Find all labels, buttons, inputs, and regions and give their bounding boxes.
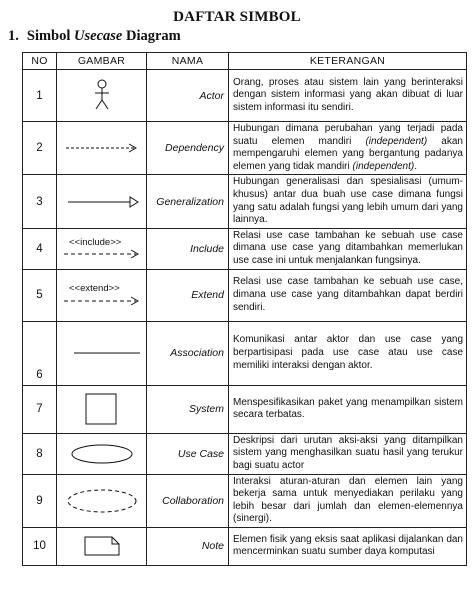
col-header-nama: NAMA [147, 53, 229, 70]
symbol-name: Note [147, 527, 229, 565]
extend-label: <<extend>> [69, 282, 120, 294]
symbol-description: Interaksi aturan-aturan dan elemen lain yang bekerja sama untuk menyediakan perilaku yang lebih besar dari jumlah dan elemen-elemennya (sinergi). [229, 474, 467, 527]
table-row [23, 474, 467, 527]
table-row [23, 269, 467, 321]
row-number: 8 [23, 433, 57, 474]
table-row [23, 321, 467, 385]
table-row [23, 385, 467, 433]
symbol-name: Collaboration [147, 474, 229, 527]
symbol-description: Relasi use case tambahan ke sebuah use case dimana use case yang ditambahkan memerlukan use case ini untuk menjalankan fungsinya. [229, 228, 467, 269]
heading-text: Simbol [26, 28, 75, 44]
generalization-symbol [57, 175, 147, 228]
table-row [23, 228, 467, 269]
heading-text-2: Diagram [122, 28, 181, 44]
note-icon [82, 535, 122, 557]
symbol-name: Include [147, 228, 229, 269]
actor-symbol [57, 70, 147, 122]
association-symbol [57, 321, 147, 385]
extend-symbol [57, 269, 147, 321]
include-label: <<include>> [69, 237, 122, 249]
actor-icon [87, 78, 117, 114]
symbol-name: System [147, 385, 229, 433]
row-number: 9 [23, 474, 57, 527]
symbol-name: Use Case [147, 433, 229, 474]
symbol-name: Actor [147, 70, 229, 122]
symbol-name: Generalization [147, 175, 229, 228]
symbol-description: Hubungan generalisasi dan spesialisasi (umum-khusus) antar dua buah use case dimana fungsi yang satu adalah fungsi yang lebih umum dari yang lainnya. [229, 175, 467, 228]
include-symbol [57, 228, 147, 269]
dashed-arrow-icon [60, 294, 144, 308]
use-case-symbol [57, 433, 147, 474]
collaboration-symbol [57, 474, 147, 527]
symbol-table [22, 52, 467, 566]
symbol-description: Menspesifikasikan paket yang menampilkan sistem secara terbatas. [229, 385, 467, 433]
note-symbol [57, 527, 147, 565]
col-header-no: NO [23, 53, 57, 70]
dashed-arrow-icon [62, 142, 142, 154]
row-number: 1 [23, 70, 57, 122]
hollow-arrow-icon [62, 195, 142, 209]
symbol-description: Orang, proses atau sistem lain yang berinteraksi dengan sistem informasi yang akan dibuat di luar sistem informasi itu sendiri. [229, 70, 467, 122]
row-number: 5 [23, 269, 57, 321]
row-number: 6 [23, 321, 57, 385]
dependency-symbol [57, 122, 147, 175]
table-row [23, 175, 467, 228]
table-row [23, 122, 467, 175]
row-number: 3 [23, 175, 57, 228]
table-header-row [23, 53, 467, 70]
section-heading [8, 28, 181, 45]
symbol-description: Komunikasi antar aktor dan use case yang berpartisipasi pada use case atau use case memiliki interaksi dengan aktor. [229, 321, 467, 385]
col-header-gambar: GAMBAR [57, 53, 147, 70]
system-symbol [57, 385, 147, 433]
symbol-description: Deskripsi dari urutan aksi-aksi yang ditampilkan sistem yang menghasilkan suatu hasil yang terukur bagi suatu actor [229, 433, 467, 474]
solid-line-icon [62, 348, 142, 358]
row-number: 7 [23, 385, 57, 433]
dashed-ellipse-icon [62, 487, 142, 515]
ellipse-icon [66, 442, 138, 466]
symbol-description: Relasi use case tambahan ke sebuah use case, dimana use case yang ditambahkan dapat berdiri sendiri. [229, 269, 467, 321]
heading-italic: Usecase [74, 28, 123, 44]
symbol-description: Hubungan dimana perubahan yang terjadi pada suatu elemen mandiri (independent) akan mempengaruhi elemen yang bergantung padanya elemen yang tidak mandiri (independent). [229, 122, 467, 175]
system-box-icon [82, 392, 122, 426]
col-header-keterangan: KETERANGAN [229, 53, 467, 70]
row-number: 4 [23, 228, 57, 269]
dashed-arrow-icon [60, 248, 144, 260]
symbol-name: Association [147, 321, 229, 385]
section-number: 1. [8, 28, 19, 44]
symbol-name: Extend [147, 269, 229, 321]
row-number: 2 [23, 122, 57, 175]
row-number: 10 [23, 527, 57, 565]
symbol-name: Dependency [147, 122, 229, 175]
page-title: DAFTAR SIMBOL [173, 9, 301, 25]
table-row [23, 70, 467, 122]
table-row [23, 527, 467, 565]
table-row [23, 433, 467, 474]
symbol-description: Elemen fisik yang eksis saat aplikasi dijalankan dan mencerminkan suatu sumber daya komputasi [229, 527, 467, 565]
